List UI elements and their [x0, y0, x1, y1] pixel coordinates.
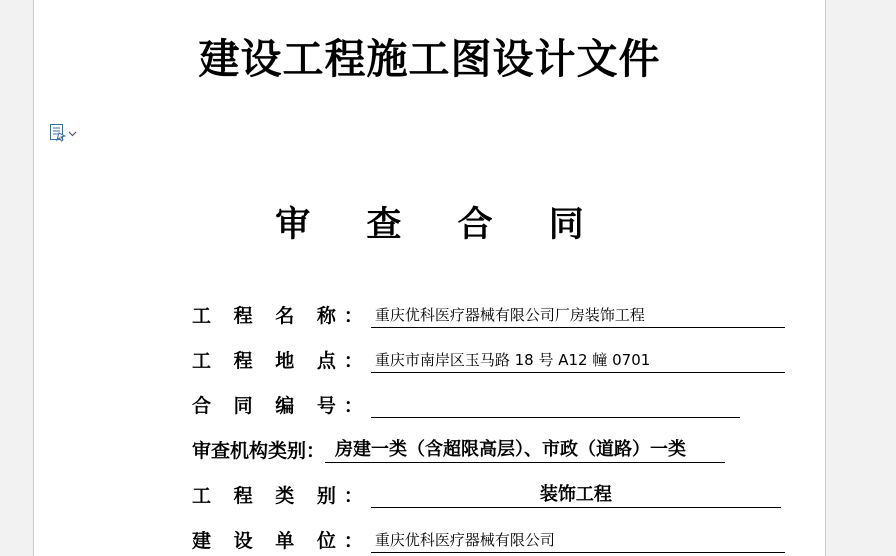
field-label-project-location: 工 程 地 点： — [192, 350, 371, 372]
field-label-review-agency-type: 审查机构类别： — [192, 440, 326, 462]
page-title: 建设工程施工图设计文件 — [198, 35, 661, 83]
field-row-project-location — [192, 346, 785, 373]
field-value-contract-number[interactable] — [371, 394, 740, 418]
document-page — [33, 0, 826, 556]
field-value-review-agency-type[interactable]: 房建一类（含超限高层）、市政（道路）一类 — [325, 439, 725, 463]
field-row-contract-number — [192, 391, 785, 418]
paste-options-icon[interactable] — [50, 124, 66, 142]
field-label-project-name: 工 程 名 称： — [192, 305, 371, 327]
field-label-construction-unit: 建 设 单 位： — [192, 530, 371, 552]
field-row-project-category — [192, 481, 785, 508]
field-value-project-name[interactable]: 重庆优科医疗器械有限公司厂房装饰工程 — [371, 304, 785, 328]
field-value-project-category[interactable]: 装饰工程 — [371, 484, 781, 508]
field-row-review-agency-type — [192, 436, 785, 463]
field-label-project-category: 工 程 类 别： — [192, 485, 371, 507]
field-value-construction-unit[interactable]: 重庆优科医疗器械有限公司 — [371, 529, 785, 553]
field-row-project-name — [192, 301, 785, 328]
field-row-construction-unit — [192, 526, 785, 553]
field-label-contract-number: 合 同 编 号： — [192, 395, 371, 417]
chevron-down-icon[interactable] — [68, 129, 77, 138]
form-fields — [34, 301, 825, 553]
field-value-project-location[interactable]: 重庆市南岸区玉马路 18 号 A12 幢 0701 — [371, 349, 785, 373]
paste-options-button[interactable] — [50, 122, 80, 144]
document-subtitle: 审 查 合 同 — [275, 205, 606, 245]
